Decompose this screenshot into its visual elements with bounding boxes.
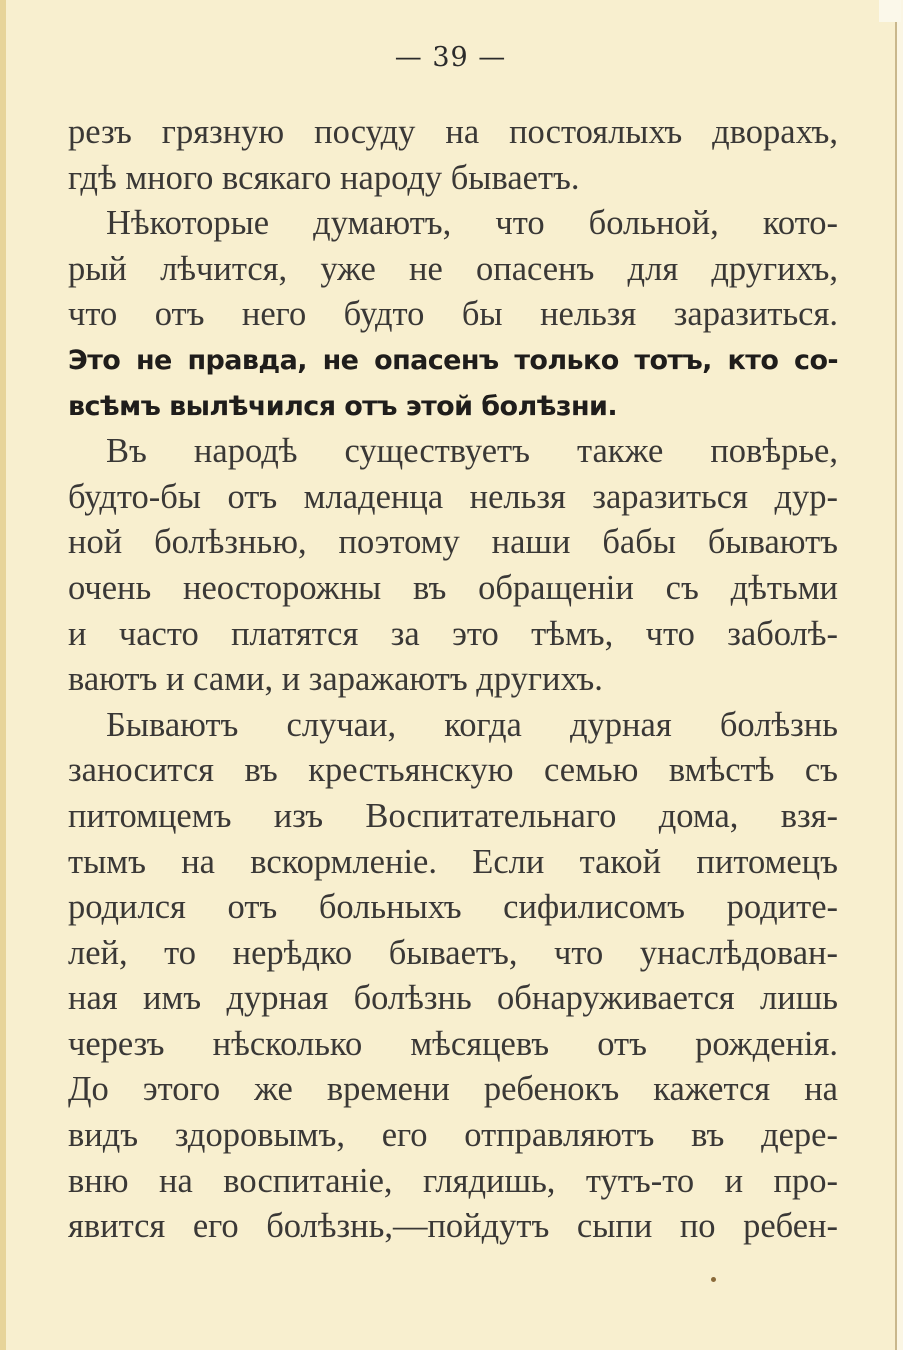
text-line: гдѣ много всякаго народу бываетъ. [68, 158, 580, 197]
text-line: и часто платятся за это тѣмъ, что заболѣ- [68, 614, 838, 653]
text-line: лей, то нерѣдко бываетъ, что унаслѣдован- [68, 933, 838, 972]
text-line: Въ народѣ существуетъ также повѣрье, [106, 432, 838, 471]
text-line: Бываютъ случаи, когда дурная болѣзнь [106, 705, 838, 744]
text-line: ной болѣзнью, поэтому наши бабы бываютъ [68, 523, 838, 562]
text-line: тымъ на вскормленіе. Если такой питомецъ [68, 842, 838, 881]
text-line: До этого же времени ребенокъ кажется на [68, 1070, 838, 1109]
paper-speck [711, 1277, 716, 1282]
text-line: Нѣкоторые думаютъ, что больной, кото- [106, 204, 838, 243]
text-line: заносится въ крестьянскую семью вмѣстѣ съ [68, 751, 838, 790]
text-line: рый лѣчится, уже не опасенъ для другихъ, [68, 249, 838, 288]
bold-text-line: Это не правда, не опасенъ только тотъ, кто со- [68, 344, 838, 376]
text-line: ваютъ и сами, и заражаютъ другихъ. [68, 660, 603, 699]
page-edge [895, 0, 903, 1350]
text-line: питомцемъ изъ Воспитательнаго дома, взя- [68, 796, 838, 835]
page-number: — 39 — [394, 42, 507, 73]
text-line: черезъ нѣсколько мѣсяцевъ отъ рожденія. [68, 1024, 838, 1063]
page-body-text [68, 110, 838, 1250]
text-line: будто-бы отъ младенца нельзя заразиться дур- [68, 477, 838, 516]
text-line: резъ грязную посуду на постоялыхъ дворахъ, [68, 113, 838, 151]
text-line: видъ здоровымъ, его отправляютъ въ дере- [68, 1116, 838, 1155]
text-line: ная имъ дурная болѣзнь обнаруживается лишь [68, 979, 838, 1018]
page-corner [879, 0, 901, 22]
text-line: что отъ него будто бы нельзя заразиться. [68, 295, 838, 334]
text-line: очень неосторожны въ обращеніи съ дѣтьми [68, 568, 838, 607]
bold-text-line: всѣмъ вылѣчился отъ этой болѣзни. [68, 390, 618, 422]
text-line: вню на воспитаніе, глядишь, тутъ-то и про- [68, 1161, 838, 1200]
text-line: родился отъ больныхъ сифилисомъ родите- [68, 888, 838, 927]
text-line: явится его болѣзнь,—пойдутъ сыпи по ребен- [68, 1207, 838, 1246]
